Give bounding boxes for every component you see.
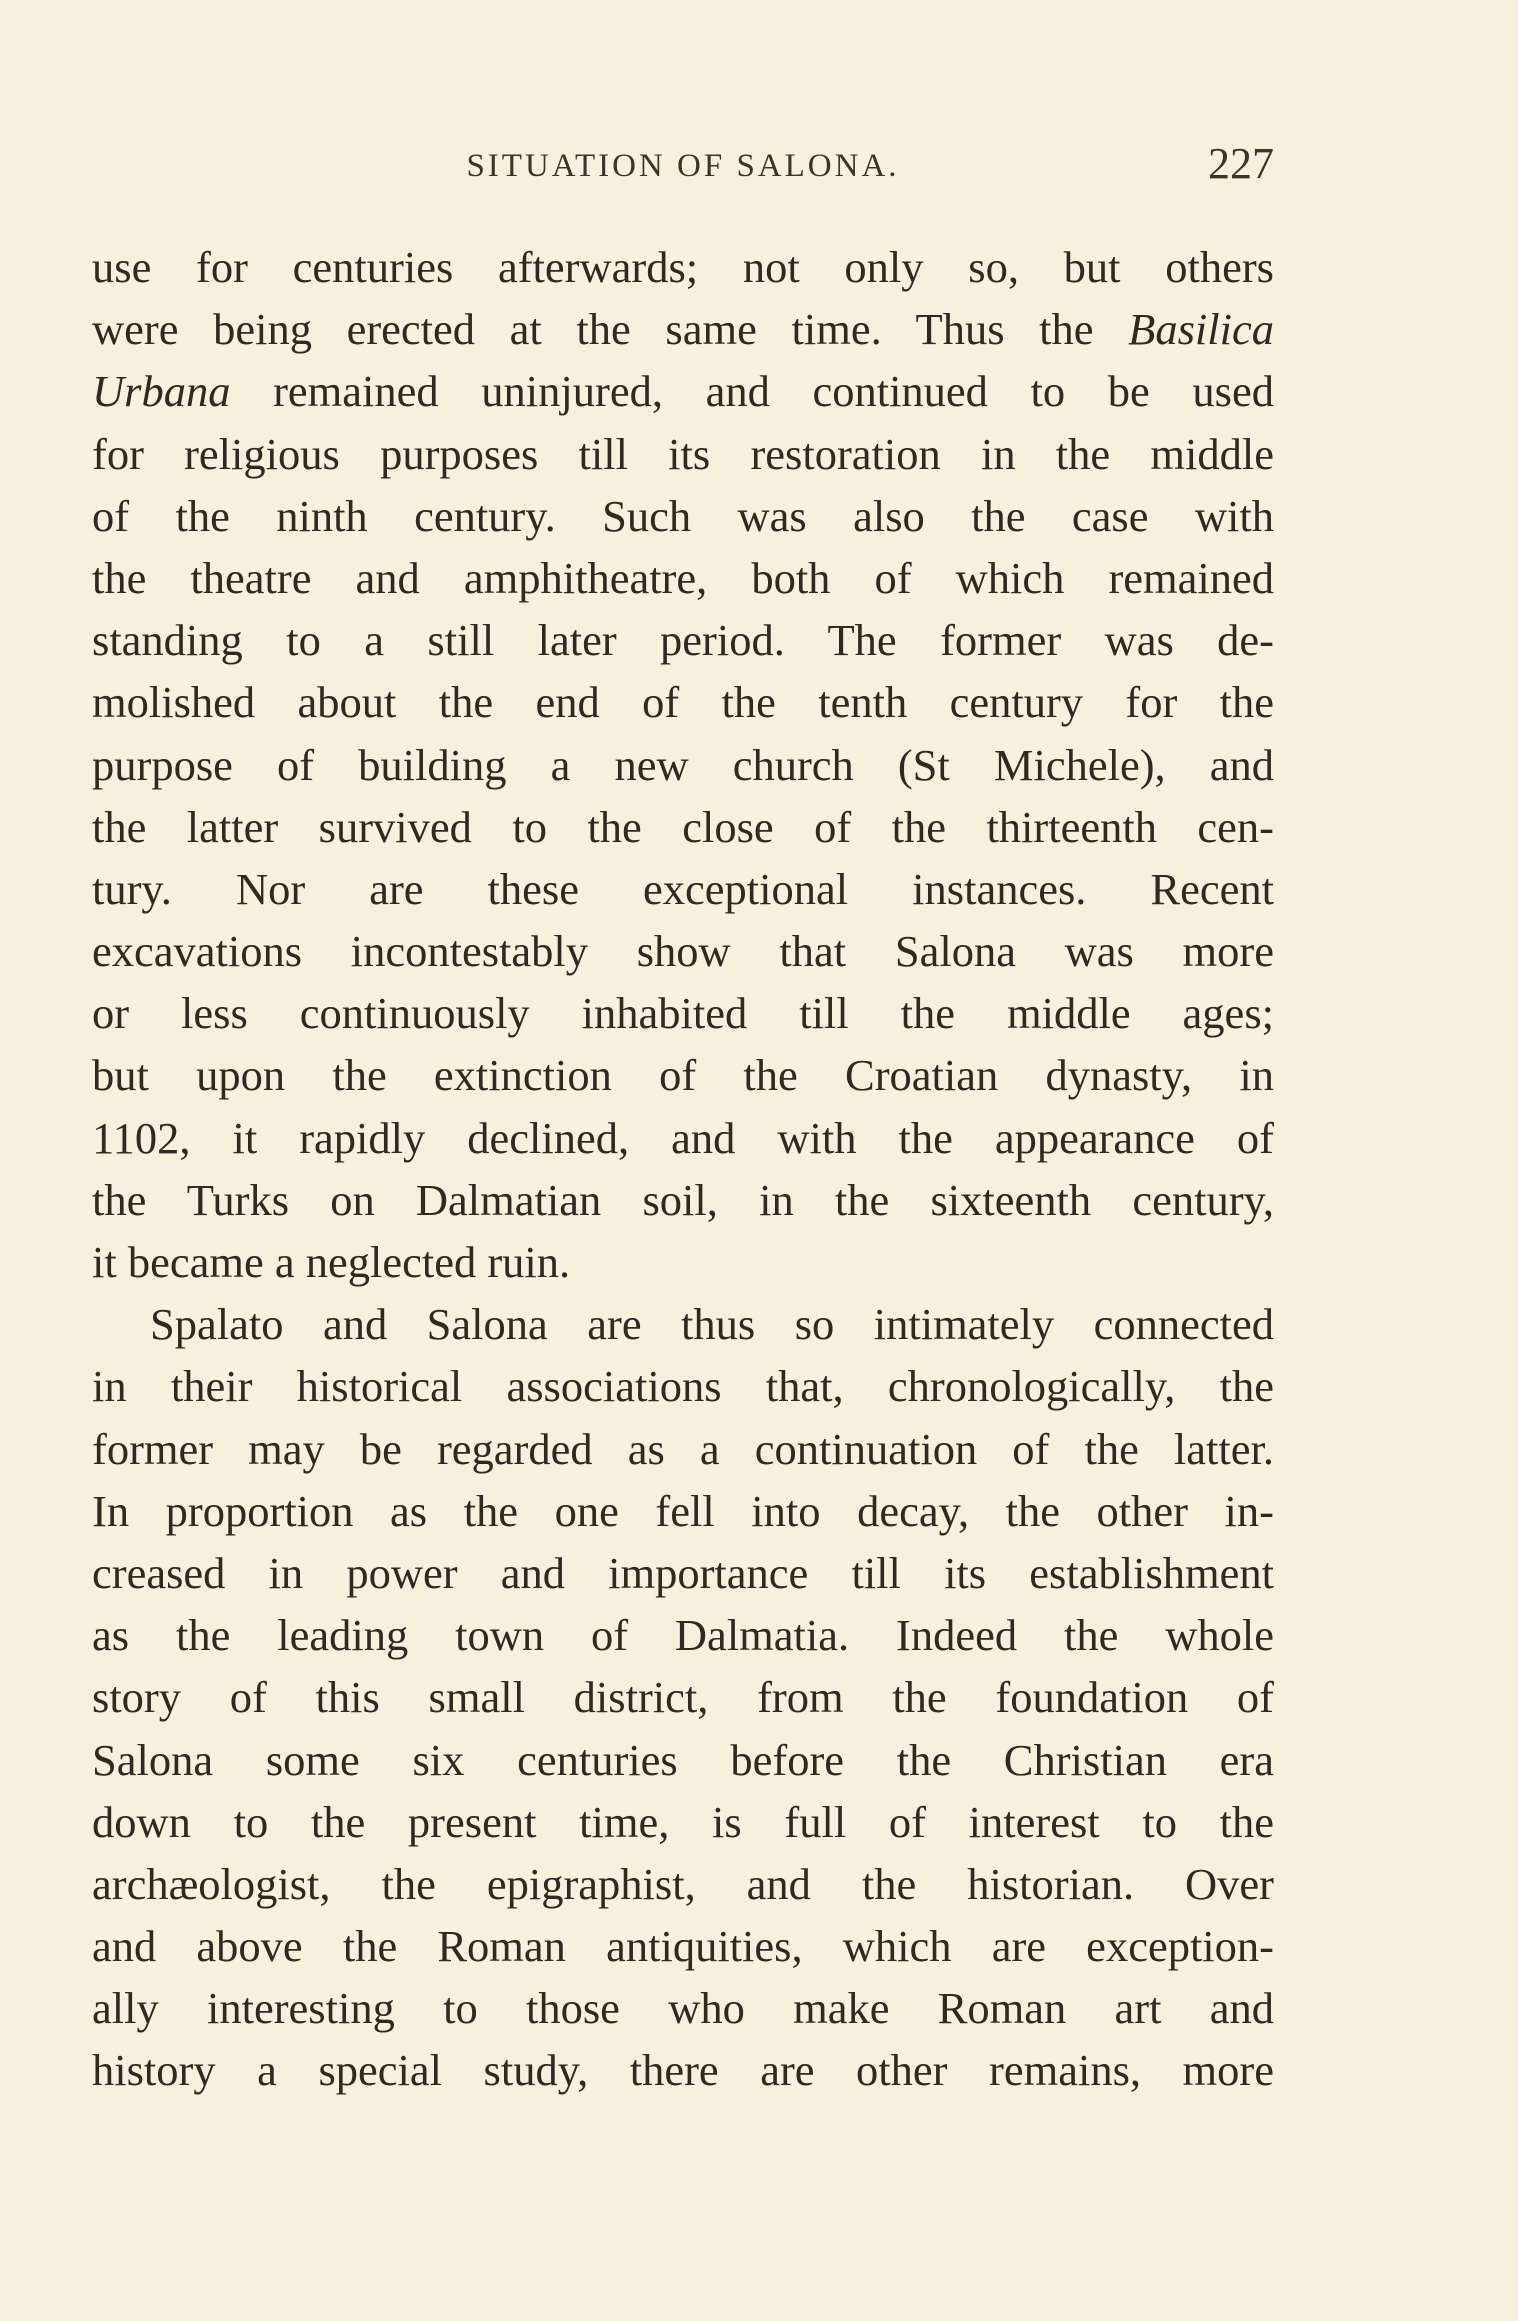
text-line [92, 1231, 1274, 1293]
text-segment: in their historical associations that, chronologically, the [92, 1361, 1274, 1412]
text-segment: use for centuries afterwards; not only so, but others [92, 242, 1274, 292]
text-line [92, 1853, 1274, 1915]
text-line [92, 734, 1274, 796]
text-segment: the Turks on Dalmatian soil, in the sixteenth century, [92, 1174, 1274, 1225]
text-line [92, 1729, 1274, 1791]
text-line [92, 982, 1274, 1044]
running-title: SITUATION OF SALONA. [466, 148, 900, 184]
running-header [92, 138, 1274, 198]
italic-text: Basilica [1128, 304, 1274, 355]
text-line [92, 920, 1274, 982]
text-line [92, 1604, 1274, 1666]
body-text [92, 236, 1274, 2102]
text-line [92, 485, 1274, 547]
text-line [92, 1915, 1274, 1977]
text-line [92, 1044, 1274, 1106]
text-segment: In proportion as the one fell into decay, the other in- [92, 1485, 1274, 1536]
italic-text: Urbana [92, 366, 231, 417]
text-segment: molished about the end of the tenth century for the [92, 677, 1274, 728]
text-line [92, 609, 1274, 671]
text-segment: or less continuously inhabited till the middle ages; [92, 988, 1274, 1039]
text-line [92, 1480, 1274, 1542]
text-line [92, 298, 1274, 360]
text-segment: Spalato and Salona are thus so intimately connected [150, 1299, 1274, 1350]
text-segment: tury. Nor are these exceptional instances. Recent [92, 863, 1274, 914]
text-segment: the latter survived to the close of the thirteenth cen- [92, 801, 1274, 852]
text-line [92, 796, 1274, 858]
text-segment: former may be regarded as a continuation of the latter. [92, 1423, 1274, 1474]
text-line [92, 547, 1274, 609]
text-segment: down to the present time, is full of interest to the [92, 1796, 1274, 1847]
text-segment: and above the Roman antiquities, which are exception- [92, 1921, 1274, 1972]
text-segment: were being erected at the same time. Thus the [92, 304, 1129, 355]
text-segment: the theatre and amphitheatre, both of which remained [92, 552, 1274, 603]
paragraph [92, 1293, 1274, 2101]
page-number: 227 [1208, 139, 1274, 188]
text-segment: excavations incontestably show that Salona was more [92, 926, 1274, 977]
text-line [92, 2039, 1274, 2101]
text-line [92, 1169, 1274, 1231]
text-line [92, 423, 1274, 485]
text-segment: purpose of building a new church (St Michele), and [92, 739, 1274, 790]
text-line [92, 1107, 1274, 1169]
text-segment: but upon the extinction of the Croatian dynasty, in [92, 1050, 1274, 1101]
text-segment: standing to a still later period. The former was de- [92, 615, 1274, 666]
text-line [92, 360, 1274, 422]
text-line [92, 1293, 1274, 1355]
text-line [92, 1977, 1274, 2039]
text-segment: remained uninjured, and continued to be used [230, 366, 1274, 417]
text-line [92, 671, 1274, 733]
text-line [92, 1542, 1274, 1604]
text-segment: for religious purposes till its restoration in the middle [92, 428, 1274, 479]
text-segment: ally interesting to those who make Roman art and [92, 1983, 1274, 2034]
text-segment: 1102, it rapidly declined, and with the appearance of [92, 1112, 1274, 1163]
text-segment: it became a neglected ruin. [92, 1237, 571, 1287]
text-segment: history a special study, there are other remains, more [92, 2045, 1274, 2096]
paragraph [92, 236, 1274, 1293]
text-line [92, 1666, 1274, 1728]
text-segment: Salona some six centuries before the Christian era [92, 1734, 1274, 1785]
text-line [92, 1355, 1274, 1417]
text-segment: story of this small district, from the foundation of [92, 1672, 1274, 1723]
text-segment: archæologist, the epigraphist, and the historian. Over [92, 1858, 1274, 1909]
text-line [92, 1791, 1274, 1853]
text-segment: as the leading town of Dalmatia. Indeed the whole [92, 1610, 1274, 1661]
text-segment: of the ninth century. Such was also the case with [92, 490, 1274, 541]
text-line [92, 236, 1274, 298]
text-line [92, 858, 1274, 920]
text-line [92, 1418, 1274, 1480]
text-segment: creased in power and importance till its establishment [92, 1547, 1274, 1598]
